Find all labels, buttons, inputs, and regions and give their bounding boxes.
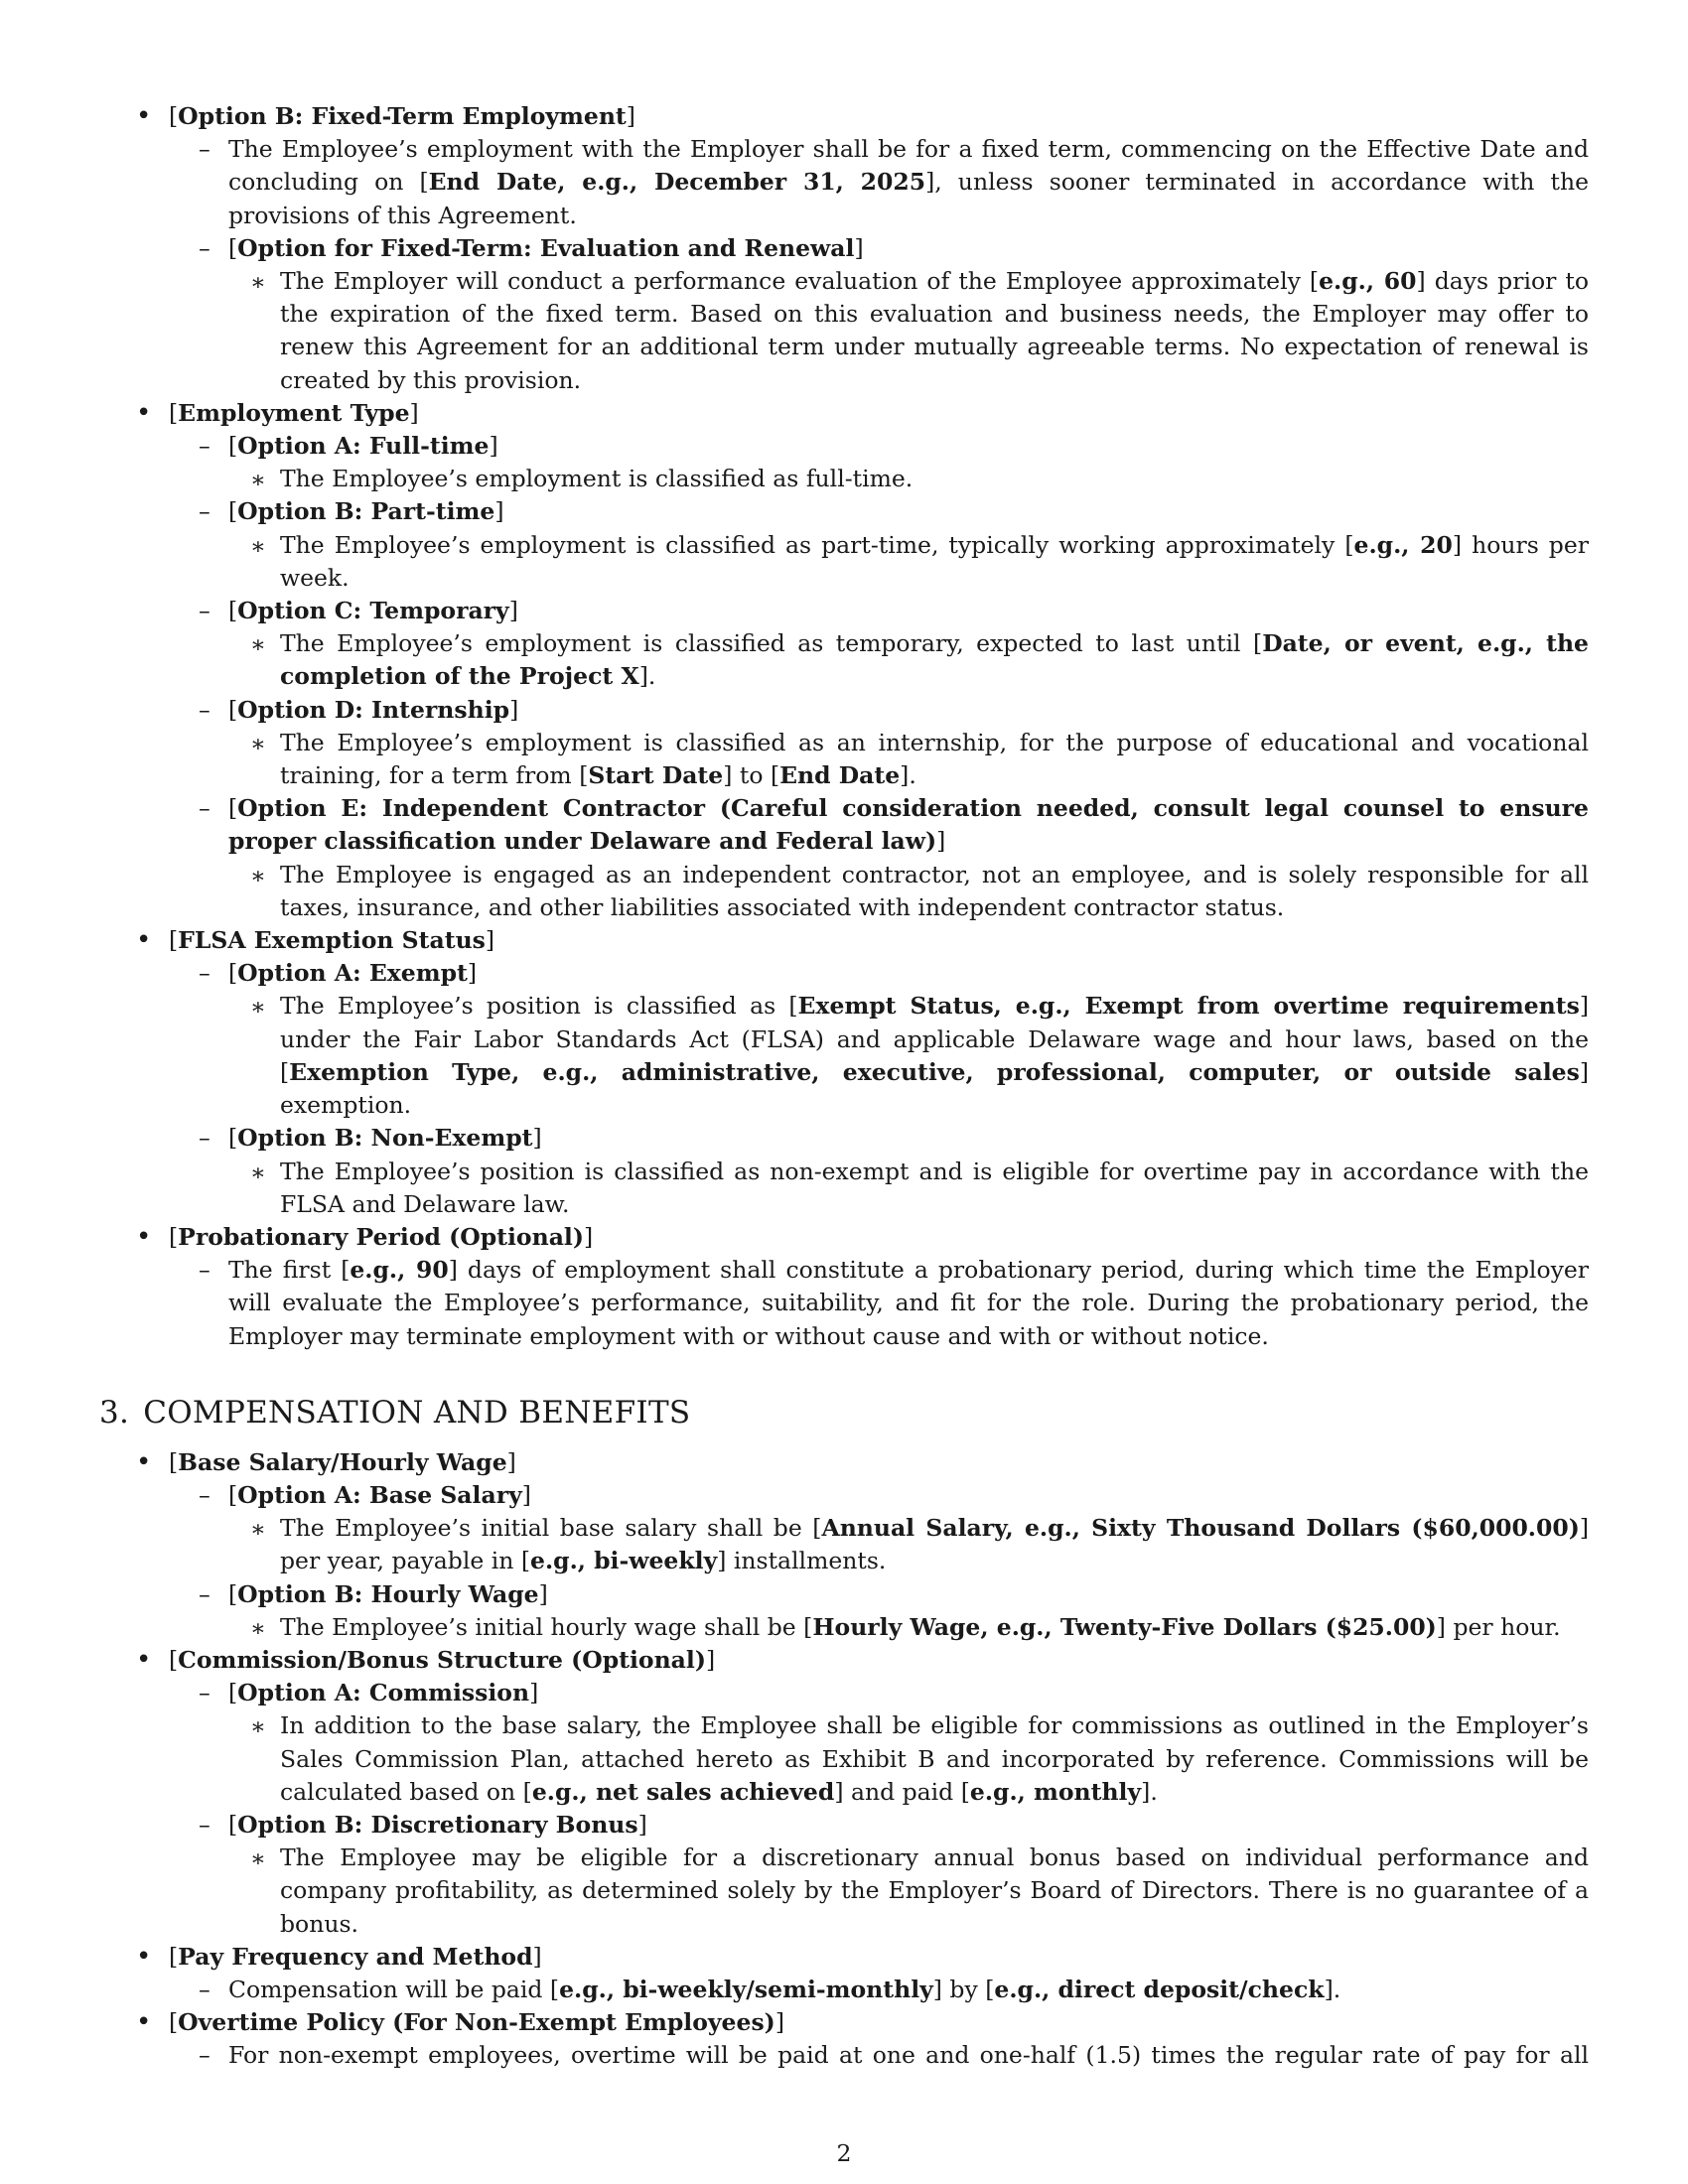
placeholder-method: e.g., direct deposit/check xyxy=(994,1975,1325,2003)
option-discretionary-bonus: – [Option B: Discretionary Bonus] xyxy=(99,1809,1589,1842)
option-heading: Option A: Full-time xyxy=(237,432,490,461)
overtime-heading: Overtime Policy (For Non-Exempt Employees) xyxy=(178,2008,775,2037)
placeholder-hourly-wage: Hourly Wage, e.g., Twenty-Five Dollars ($25.00) xyxy=(812,1612,1437,1641)
option-commission: – [Option A: Commission] xyxy=(99,1677,1589,1709)
star-marker: ∗ xyxy=(250,861,266,889)
pay-frequency-heading: Pay Frequency and Method xyxy=(178,1942,533,1971)
text: installments. xyxy=(726,1547,887,1575)
star-marker: ∗ xyxy=(250,531,266,560)
dash-marker: – xyxy=(199,135,211,164)
text: . xyxy=(1333,1975,1341,2003)
option-heading: Option B: Hourly Wage xyxy=(237,1579,539,1608)
option-heading: Option E: Independent Contractor (Careful consideration needed, consult legal counsel to ensure proper classification under Delaware and Federal law) xyxy=(228,794,1589,856)
option-heading: Option D: Internship xyxy=(237,695,510,724)
option-heading: Option B: Non-Exempt xyxy=(237,1124,533,1153)
dash-marker: – xyxy=(199,794,211,823)
star-marker: ∗ xyxy=(250,993,266,1022)
renewal-option: – [Option for Fixed-Term: Evaluation and Renewal] xyxy=(99,232,1589,265)
renewal-heading: Option for Fixed-Term: Evaluation and Renewal xyxy=(237,233,855,262)
dash-marker: – xyxy=(199,1810,211,1839)
text: In addition to the base salary, the Employee shall be eligible for commissions as outlined in the Employer’s Sales Commission Plan, attached hereto as Exhibit B and incorporated by reference. Commissions will be calculated based on xyxy=(280,1711,1589,1806)
flsa-heading: FLSA Exemption Status xyxy=(178,926,486,955)
text: exemption. xyxy=(280,1091,412,1120)
dash-marker: – xyxy=(199,1480,211,1509)
bullet-marker: • xyxy=(136,1446,152,1477)
star-marker: ∗ xyxy=(250,466,266,494)
internship-paragraph: ∗ The Employee’s employment is classified as an internship, for the purpose of educational and vocational training, for a term from [Start Date] to [End Date]. xyxy=(250,728,1589,790)
text: under the Fair Labor Standards Act (FLSA) and applicable Delaware wage and hour laws, based on the xyxy=(280,1024,1589,1053)
employment-type-heading: Employment Type xyxy=(178,398,410,427)
text: The Employee’s employment is classified as part-time, typically working approximately xyxy=(280,530,1345,559)
probation-paragraph: – The first [e.g., 90] days of employment shall constitute a probationary period, during which time the Employer will evaluate the Employee’s performance, suitability, and fit for the role. During the probationary period, the Employer may terminate employment with or without cause and with or without notice. xyxy=(199,1256,1590,1350)
bullet-marker: • xyxy=(136,1221,152,1252)
bullet-marker: • xyxy=(136,925,152,956)
bonus-paragraph xyxy=(99,1842,1589,1941)
placeholder-basis: e.g., net sales achieved xyxy=(531,1777,835,1806)
text: The Employee’s position is classified as xyxy=(280,992,789,1021)
text: The Employee’s employment with the Employer shall be for a fixed term, commencing on the Effective Date and concluding on xyxy=(228,135,1589,197)
commission-paragraph: ∗ In addition to the base salary, the Employee shall be eligible for commissions as outlined in the Employer’s Sales Commission Plan, attached hereto as Exhibit B and incorporated by reference. Commissions will be calculated based on [e.g., net sales achieved] and paid [e.g., monthly]. xyxy=(250,1711,1589,1806)
placeholder-end-date: End Date, e.g., December 31, 2025 xyxy=(428,168,926,197)
dash-marker: – xyxy=(199,1975,211,2003)
dash-marker: – xyxy=(199,959,211,988)
star-marker: ∗ xyxy=(250,630,266,659)
base-salary-heading: Base Salary/Hourly Wage xyxy=(178,1447,507,1476)
text: The Employee’s employment is classified as full-time. xyxy=(280,465,914,493)
overtime-paragraph xyxy=(99,2039,1589,2072)
commission-heading: Commission/Bonus Structure (Optional) xyxy=(178,1645,706,1674)
bullet-pay-frequency: • [Pay Frequency and Method] xyxy=(99,1941,1589,1974)
text: The Employee is engaged as an independent contractor, not an employee, and is solely responsible for all taxes, insurance, and other liabilities associated with independent contractor status. xyxy=(280,860,1589,921)
star-marker: ∗ xyxy=(250,1844,266,1873)
option-base-salary: – [Option A: Base Salary] xyxy=(99,1479,1589,1512)
section-3-heading xyxy=(99,1393,1589,1433)
text: per hour. xyxy=(1445,1612,1561,1641)
dash-marker: – xyxy=(199,233,211,262)
bullet-marker: • xyxy=(136,397,152,428)
part-time-paragraph: ∗ The Employee’s employment is classified as part-time, typically working approximately [e.g., 20] hours per week. xyxy=(250,530,1589,592)
fixed-term-paragraph: – The Employee’s employment with the Employer shall be for a fixed term, commencing on the Effective Date and concluding on [End Date, e.g., December 31, 2025], unless sooner terminated in accordance with the provisions of this Agreement. xyxy=(199,135,1590,229)
star-marker: ∗ xyxy=(250,1613,266,1642)
text: to xyxy=(732,761,771,790)
option-heading: Option A: Exempt xyxy=(237,959,468,988)
text: . xyxy=(909,761,916,790)
text: Compensation will be paid xyxy=(228,1975,550,2003)
dash-marker: – xyxy=(199,597,211,625)
dash-marker: – xyxy=(199,432,211,461)
star-marker: ∗ xyxy=(250,268,266,297)
option-temporary: – [Option C: Temporary] xyxy=(99,595,1589,627)
placeholder-date-event: Date, or event, e.g., the completion of the Project X xyxy=(280,629,1590,691)
dash-marker: – xyxy=(199,1579,211,1608)
dash-marker: – xyxy=(199,1256,211,1285)
bullet-employment-type: • [Employment Type] xyxy=(99,397,1589,430)
page-content xyxy=(99,100,1589,2073)
placeholder-days: e.g., 90 xyxy=(350,1256,449,1285)
base-salary-paragraph: ∗ The Employee’s initial base salary shall be [Annual Salary, e.g., Sixty Thousand Dollars ($60,000.00)] per year, payable in [e.g., bi-weekly] installments. xyxy=(250,1514,1589,1575)
bullet-flsa: • [FLSA Exemption Status] xyxy=(99,924,1589,957)
text: For non-exempt employees, overtime will be paid at one and one-half (1.5) times the regular rate of pay for all xyxy=(228,2041,1589,2070)
option-heading: Option C: Temporary xyxy=(237,597,509,625)
option-heading: Option B: Part-time xyxy=(237,497,495,526)
non-exempt-paragraph xyxy=(99,1156,1589,1221)
contractor-paragraph xyxy=(99,859,1589,924)
probation-heading: Probationary Period (Optional) xyxy=(178,1222,584,1251)
text: per year, payable in xyxy=(280,1547,521,1575)
full-time-paragraph xyxy=(99,463,1589,495)
bullet-marker: • xyxy=(136,1941,152,1972)
hourly-wage-paragraph: ∗ The Employee’s initial hourly wage shall be [Hourly Wage, e.g., Twenty-Five Dollars ($25.00)] per hour. xyxy=(99,1611,1589,1644)
bullet-commission: • [Commission/Bonus Structure (Optional)] xyxy=(99,1644,1589,1677)
option-part-time: – [Option B: Part-time] xyxy=(99,495,1589,528)
option-internship: – [Option D: Internship] xyxy=(99,694,1589,727)
pay-frequency-paragraph: – Compensation will be paid [e.g., bi-weekly/semi-monthly] by [e.g., direct deposit/check]. xyxy=(99,1974,1589,2006)
text: hours per week. xyxy=(280,530,1589,592)
bullet-overtime: • [Overtime Policy (For Non-Exempt Employees)] xyxy=(99,2006,1589,2039)
option-full-time: – [Option A: Full-time] xyxy=(99,430,1589,463)
placeholder-frequency: e.g., bi-weekly/semi-monthly xyxy=(559,1975,933,2003)
bullet-marker: • xyxy=(136,101,152,131)
bullet-fixed-term: • [Option B: Fixed-Term Employment] xyxy=(99,100,1589,133)
placeholder-frequency: e.g., bi-weekly xyxy=(530,1547,718,1575)
bullet-probation: • [Probationary Period (Optional)] xyxy=(99,1221,1589,1254)
fixed-term-heading: Option B: Fixed-Term Employment xyxy=(178,102,627,130)
text: The Employee’s employment is classified as an internship, for the purpose of educational and vocational training, for a term from xyxy=(280,728,1589,790)
text: . xyxy=(647,662,656,691)
section-number: 3. xyxy=(99,1394,130,1431)
text: by xyxy=(941,1975,986,2003)
bullet-marker: • xyxy=(136,2007,152,2038)
text: The Employee’s employment is classified as temporary, expected to last until xyxy=(280,629,1254,658)
text: The Employee’s position is classified as non-exempt and is eligible for overtime pay in accordance with the FLSA and Delaware law. xyxy=(280,1157,1589,1218)
text: The Employee’s initial hourly wage shall be xyxy=(280,1612,804,1641)
dash-marker: – xyxy=(199,695,211,724)
option-heading: Option B: Discretionary Bonus xyxy=(237,1810,638,1839)
dash-marker: – xyxy=(199,1679,211,1707)
dash-marker: – xyxy=(199,2041,211,2070)
bullet-marker: • xyxy=(136,1644,152,1675)
text: The Employee may be eligible for a discretionary annual bonus based on individual performance and company profitability, as determined solely by the Employer’s Board of Directors. There is no guarantee of a bonus. xyxy=(280,1843,1589,1938)
bullet-base-salary: • [Base Salary/Hourly Wage] xyxy=(99,1446,1589,1479)
dash-marker: – xyxy=(199,1124,211,1153)
placeholder-hours: e.g., 20 xyxy=(1353,530,1453,559)
dash-marker: – xyxy=(199,497,211,526)
text: The Employee’s initial base salary shall be xyxy=(280,1514,813,1543)
placeholder-exemption-type: Exemption Type, e.g., administrative, executive, professional, computer, or outside sales xyxy=(289,1057,1580,1086)
renewal-paragraph: ∗ The Employer will conduct a performance evaluation of the Employee approximately [e.g., 60] days prior to the expiration of the fixed term. Based on this evaluation and business needs, the Employer may offer to renew this Agreement for an additional term under mutually agreeable terms. No expectation of renewal is created by this provision. xyxy=(250,267,1589,394)
placeholder-annual-salary: Annual Salary, e.g., Sixty Thousand Dollars ($60,000.00) xyxy=(821,1514,1580,1543)
text: , unless sooner terminated in accordance with the provisions of this Agreement. xyxy=(228,168,1590,229)
exempt-paragraph: ∗ The Employee’s position is classified as [Exempt Status, e.g., Exempt from overtime requirements] under the Fair Labor Standards Act (FLSA) and applicable Delaware wage and hour laws, based on the [Exemption Type, e.g., administrative, executive, professional, computer, or outside sales] exemption. xyxy=(250,992,1589,1120)
text: days of employment shall constitute a probationary period, during which time the Employer will evaluate the Employee’s performance, suitability, and fit for the role. During the probationary period, the Employer may terminate employment with or without cause and with or without notice. xyxy=(228,1256,1590,1350)
placeholder-start-date: Start Date xyxy=(588,761,724,790)
placeholder-payment-period: e.g., monthly xyxy=(969,1777,1142,1806)
text: The first xyxy=(228,1256,342,1285)
page-number: 2 xyxy=(836,2139,852,2167)
text: . xyxy=(1150,1777,1158,1806)
text: The Employer will conduct a performance evaluation of the Employee approximately xyxy=(280,267,1310,296)
star-marker: ∗ xyxy=(250,1158,266,1186)
temporary-paragraph: ∗ The Employee’s employment is classified as temporary, expected to last until [Date, or event, e.g., the completion of the Project X]. xyxy=(250,629,1590,691)
option-independent-contractor: – [Option E: Independent Contractor (Careful consideration needed, consult legal counsel to ensure proper classification under Delaware and Federal law)] xyxy=(199,794,1589,856)
option-exempt: – [Option A: Exempt] xyxy=(99,957,1589,990)
star-marker: ∗ xyxy=(250,1515,266,1544)
text: days prior to the expiration of the fixed term. Based on this evaluation and business needs, the Employer may offer to renew this Agreement for an additional term under mutually agreeable terms. No expectation of renewal is created by this provision. xyxy=(280,267,1589,394)
text: and paid xyxy=(843,1777,961,1806)
star-marker: ∗ xyxy=(250,1712,266,1741)
star-marker: ∗ xyxy=(250,729,266,757)
option-hourly-wage: – [Option B: Hourly Wage] xyxy=(99,1578,1589,1611)
option-heading: Option A: Base Salary xyxy=(237,1480,522,1509)
placeholder-days: e.g., 60 xyxy=(1319,267,1417,296)
option-heading: Option A: Commission xyxy=(237,1679,530,1707)
placeholder-end-date: End Date xyxy=(779,761,901,790)
placeholder-exempt-status: Exempt Status, e.g., Exempt from overtime requirements xyxy=(797,992,1580,1021)
section-title: COMPENSATION AND BENEFITS xyxy=(143,1394,691,1431)
option-non-exempt: – [Option B: Non-Exempt] xyxy=(99,1122,1589,1155)
